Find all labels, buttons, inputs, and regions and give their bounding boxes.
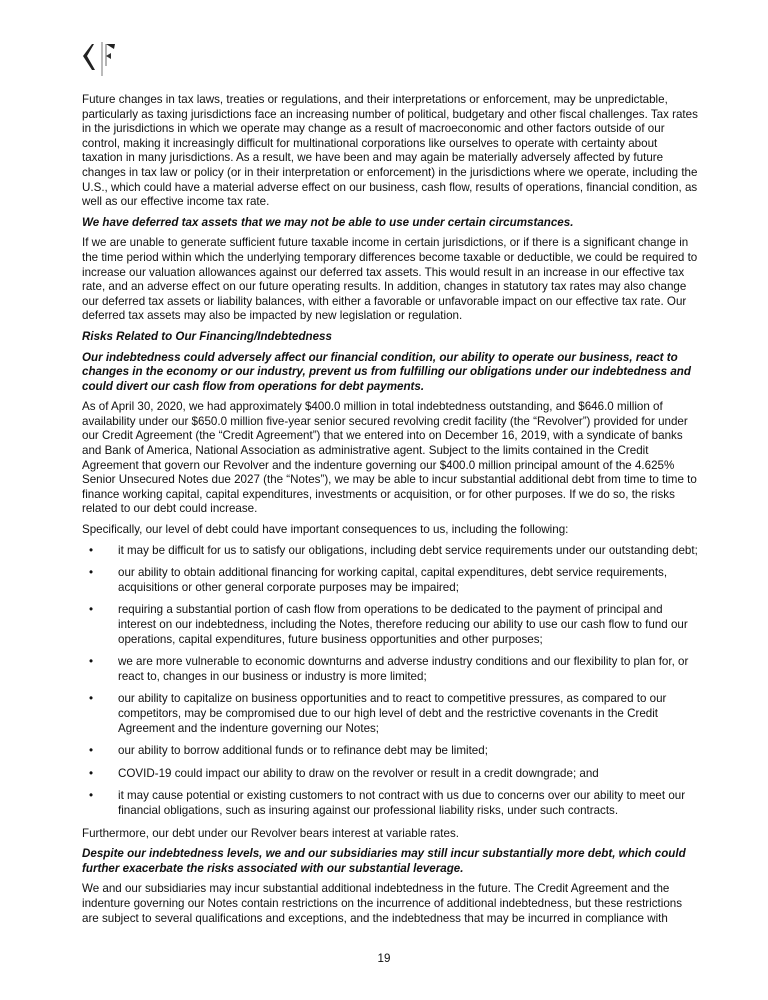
bullet-icon: • bbox=[89, 603, 94, 617]
list-item: • it may cause potential or existing customers to not contract with us due to concerns over our ability to meet our financial obligations, such as insuring against our professional liability risks, under such contracts. bbox=[89, 789, 686, 817]
list-item: • our ability to obtain additional financing for working capital, capital expenditures, debt service requirements, acquisitions or other general corporate purposes may be impaired; bbox=[89, 566, 668, 594]
company-logo bbox=[80, 38, 130, 78]
bullet-icon: • bbox=[89, 543, 94, 557]
bullet-icon: • bbox=[89, 566, 94, 580]
paragraph: We and our subsidiaries may incur substantial additional indebtedness in the future. The Credit Agreement and the indenture governing our Notes contain restrictions on the incurrence of additional indebtedness, but these restrictions are subject to several qualifications and exceptions, and the indebtedness that may be incurred in compliance with bbox=[82, 882, 683, 925]
section-heading: Our indebtedness could adversely affect our financial condition, our ability to operate our business, react to changes in the economy or our industry, prevent us from fulfilling our obligations under our indebtedness and could divert our cash flow from operations for debt payments. bbox=[82, 350, 691, 393]
list-item: • our ability to capitalize on business opportunities and to react to competitive pressures, as compared to our competitors, may be compromised due to our high level of debt and the restrictive covenants in the Credit Agreement and the indenture governing our Notes; bbox=[89, 692, 667, 735]
list-item: • our ability to borrow additional funds or to refinance debt may be limited; bbox=[89, 744, 488, 758]
paragraph: As of April 30, 2020, we had approximately $400.0 million in total indebtedness outstanding, and $646.0 million of availability under our $650.0 million five-year senior secured revolving credit facility (the “Revolver”) provided for under our Credit Agreement (the “Credit Agreement”) that we entered into on December 16, 2019, with a syndicate of banks and Bank of America, National Association as administrative agent. Subject to the limits contained in the Credit Agreement that govern our Revolver and the indenture governing our $400.0 million principal amount of the 4.625% Senior Unsecured Notes due 2027 (the “Notes”), we may be able to incur substantial additional debt from time to time to finance working capital, capital expenditures, investments or acquisition, or for other purposes. If we do so, the risks related to our debt could increase. bbox=[82, 400, 697, 516]
bullet-icon: • bbox=[89, 692, 94, 706]
section-heading: We have deferred tax assets that we may not be able to use under certain circumstances. bbox=[82, 215, 574, 229]
list-item: • we are more vulnerable to economic downturns and adverse industry conditions and our flexibility to plan for, or react to, changes in our business or industry is more limited; bbox=[89, 655, 689, 683]
bullet-icon: • bbox=[89, 744, 94, 758]
page-number: 19 bbox=[377, 952, 391, 965]
paragraph: Specifically, our level of debt could have important consequences to us, including the following: bbox=[82, 523, 569, 537]
paragraph: Furthermore, our debt under our Revolver bears interest at variable rates. bbox=[82, 826, 459, 840]
bullet-list bbox=[82, 544, 700, 819]
bullet-icon: • bbox=[89, 655, 94, 669]
paragraph: Future changes in tax laws, treaties or regulations, and their interpretations or enforcement, may be unpredictable, particularly as taxing jurisdictions face an increasing number of political, budgetary and other fiscal challenges. Tax rates in the jurisdictions in which we operate may change as a result of macroeconomic and other factors outside of our control, making it increasingly difficult for multinational corporations like ourselves to operate with certainty about taxation in many jurisdictions. As a result, we have been and may again be materially adversely affected by future changes in tax law or policy (or in their interpretation or enforcement) in the jurisdictions where we operate, including the U.S., which could have a material adverse effect on our business, cash flow, results of operations, financial condition, as well as our effective income tax rate. bbox=[82, 93, 698, 209]
section-heading: Despite our indebtedness levels, we and our subsidiaries may still incur substantially more debt, which could further exacerbate the risks associated with our substantial leverage. bbox=[82, 847, 686, 875]
list-item: • it may be difficult for us to satisfy our obligations, including debt service requirements under our outstanding debt; bbox=[89, 543, 698, 557]
section-heading: Risks Related to Our Financing/Indebtedness bbox=[82, 329, 332, 343]
list-item: • requiring a substantial portion of cash flow from operations to be dedicated to the payment of principal and interest on our indebtedness, including the Notes, therefore reducing our ability to use our cash flow to fund our operations, capital expenditures, future business opportunities and other purposes; bbox=[89, 603, 688, 646]
document-body bbox=[82, 93, 700, 932]
bullet-icon: • bbox=[89, 766, 94, 780]
bullet-icon: • bbox=[89, 789, 94, 803]
list-item: • COVID-19 could impact our ability to draw on the revolver or result in a credit downgrade; and bbox=[89, 766, 599, 780]
paragraph: If we are unable to generate sufficient future taxable income in certain jurisdictions, or if there is a significant change in the time period within which the underlying temporary differences become taxable or deductible, we could be required to increase our valuation allowances against our deferred tax assets. This would result in an increase in our effective tax rate, and an adverse effect on our future operating results. In addition, changes in statutory tax rates may also change our deferred tax assets or liability balances, with either a favorable or unfavorable impact on our effective tax rate. Our deferred tax assets may also be impacted by new legislation or regulation. bbox=[82, 236, 698, 323]
